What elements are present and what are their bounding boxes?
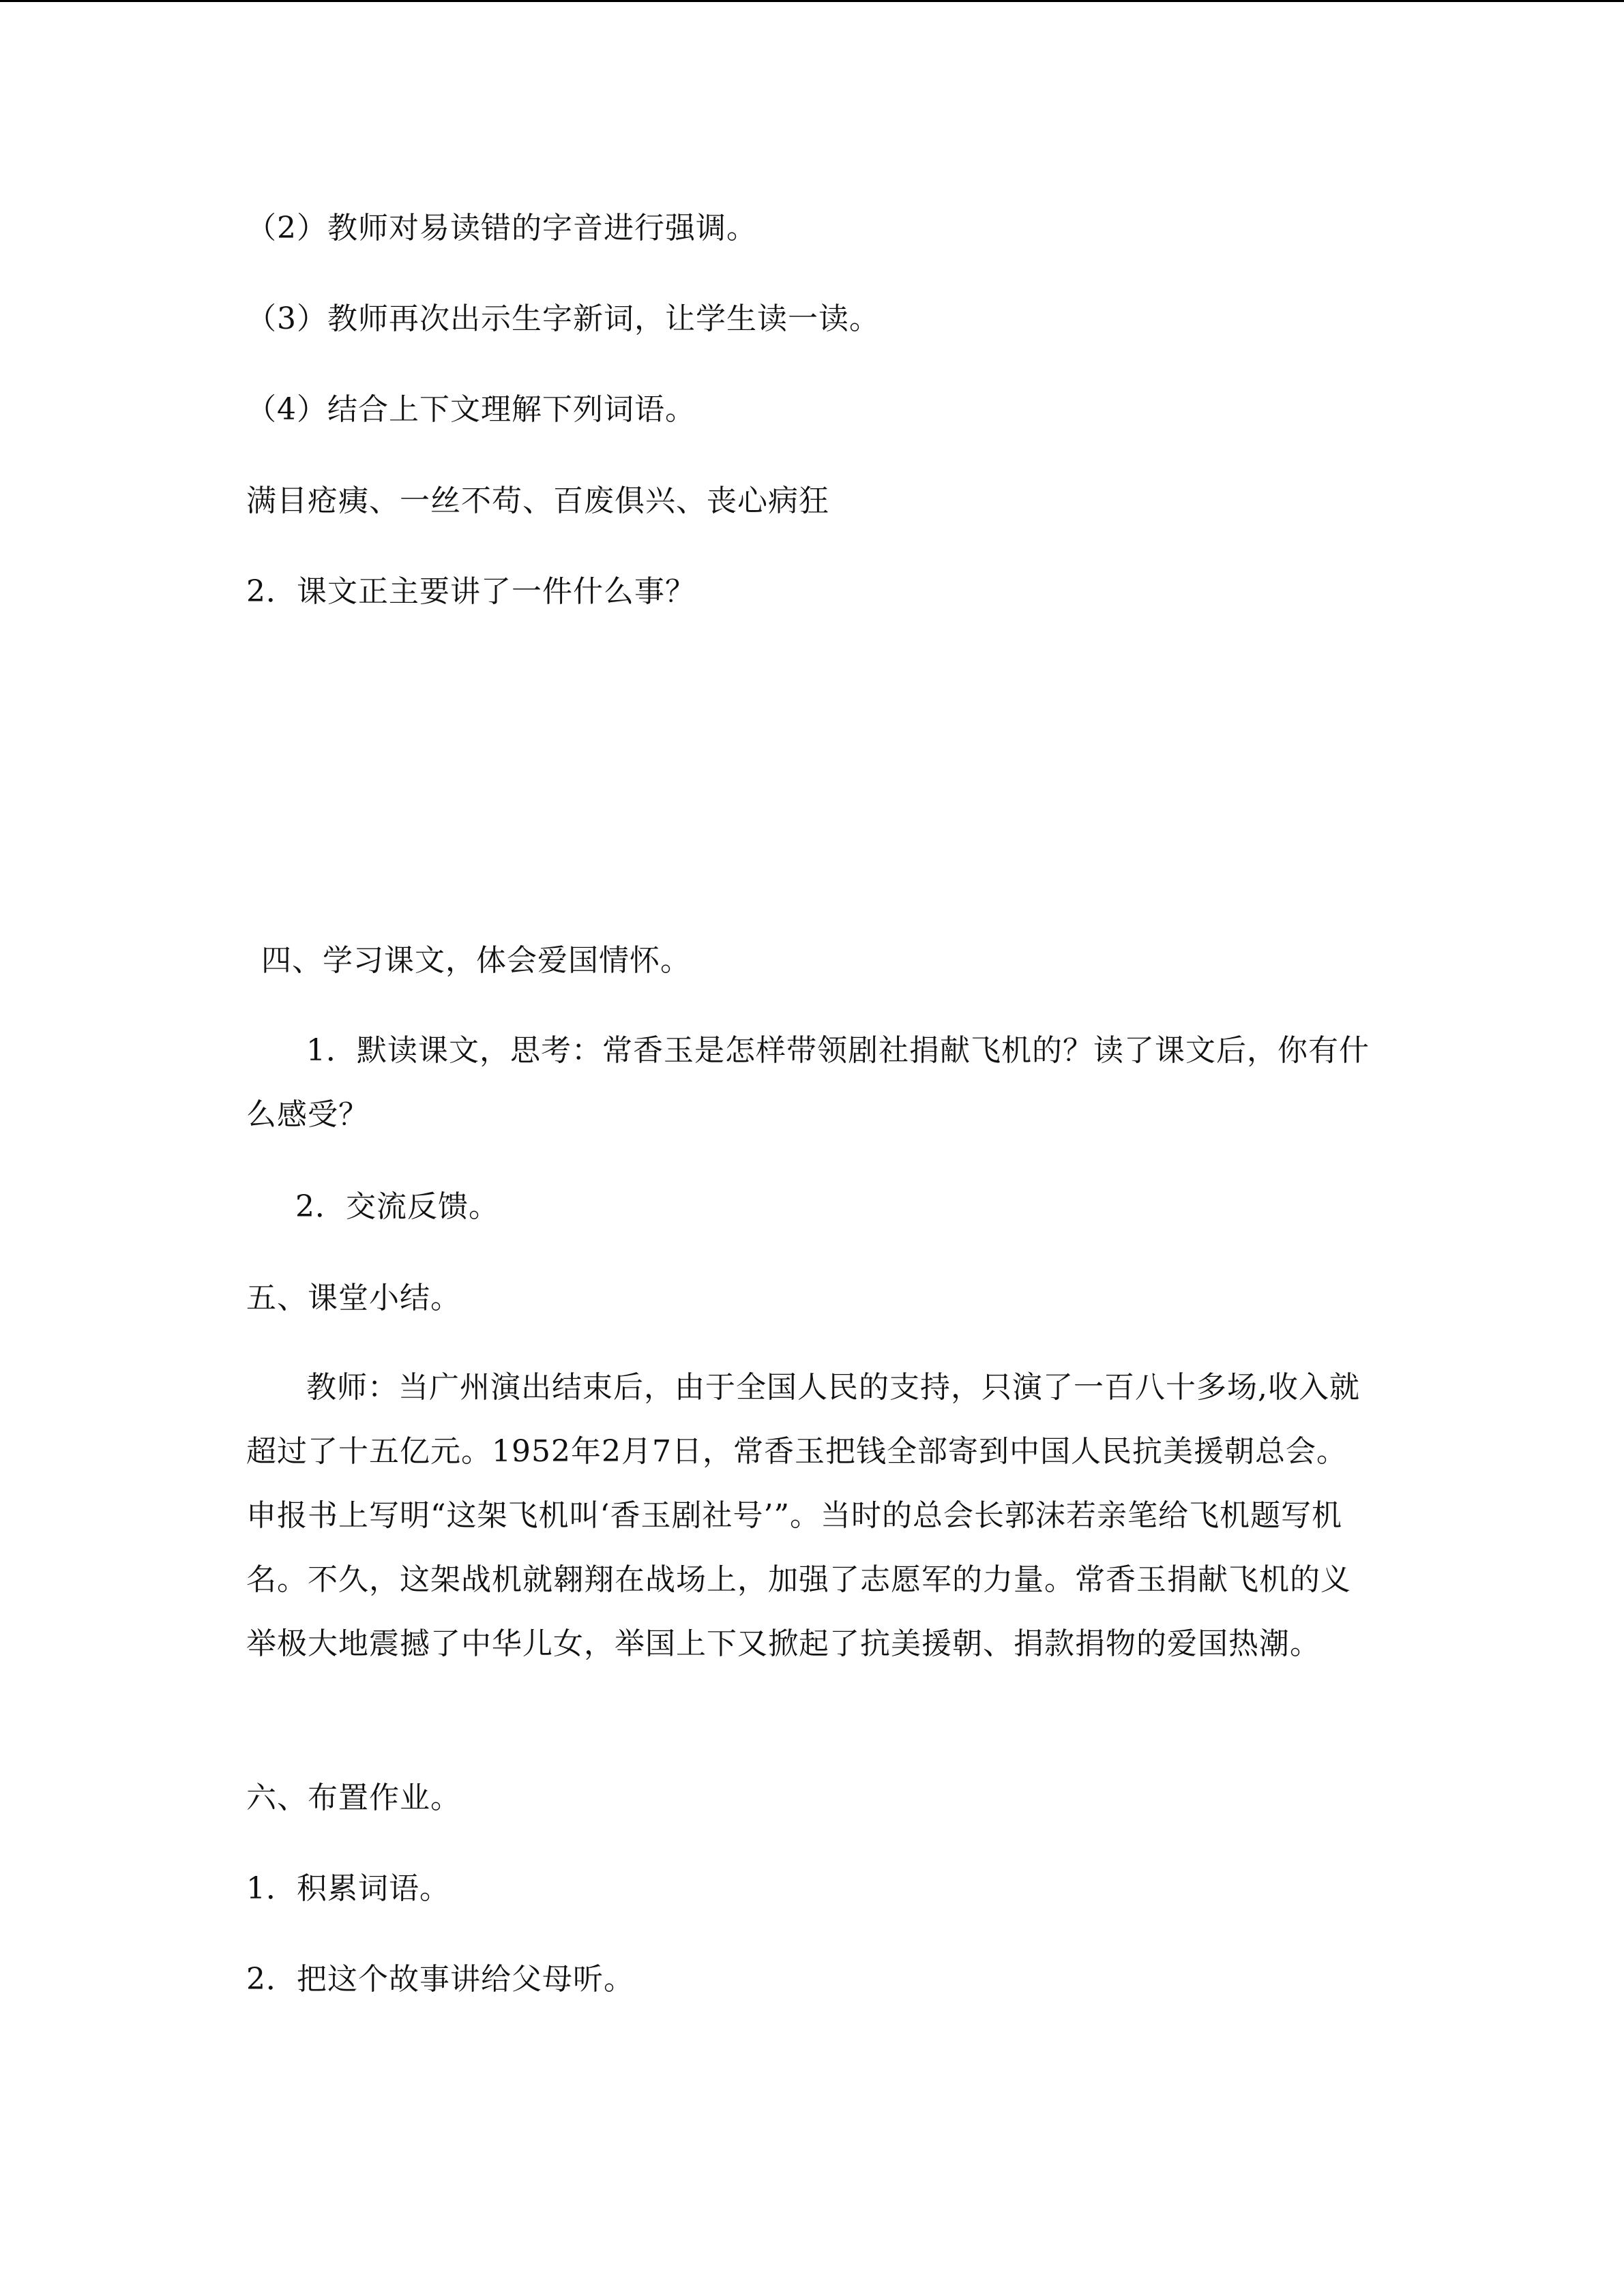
top-border-line bbox=[0, 0, 1624, 2]
homework-item-2: 2．把这个故事讲给父母听。 bbox=[246, 1962, 634, 1997]
section-5-heading: 五、课堂小结。 bbox=[246, 1281, 461, 1315]
section-4-heading: 四、学习课文，体会爱国情怀。 bbox=[261, 943, 691, 978]
question-main-idea: 2．课文正主要讲了一件什么事？ bbox=[246, 574, 696, 609]
item-show-new-words: （3）教师再次出示生字新词，让学生读一读。 bbox=[246, 301, 880, 336]
homework-item-1: 1．积累词语。 bbox=[246, 1871, 450, 1906]
section-4-question-2: 2．交流反馈。 bbox=[295, 1189, 499, 1224]
section-6-heading: 六、布置作业。 bbox=[246, 1780, 461, 1815]
item-pronunciation-emphasis: （2）教师对易读错的字音进行强调。 bbox=[246, 211, 757, 245]
vocabulary-list: 满目疮痍、一丝不苟、百废俱兴、丧心病狂 bbox=[246, 483, 829, 518]
item-understand-words: （4）结合上下文理解下列词语。 bbox=[246, 392, 696, 427]
section-4-question-1: 1．默读课文，思考：常香玉是怎样带领剧社捐献飞机的？读了课文后，你有什么感受？ bbox=[246, 1033, 1370, 1132]
section-5-summary: 教师：当广州演出结束后，由于全国人民的支持，只演了一百八十多场,收入就超过了十五亿元。1952年2月7日，常香玉把钱全部寄到中国人民抗美援朝总会。申报书上写明“这架飞机叫‘香玉剧社号’”。当时的总会长郭沫若亲笔给飞机题写机名。不久，这架战机就翱翔在战场上，加强了志愿军的力量。常香玉捐献飞机的义举极大地震撼了中华儿女，举国上下又掀起了抗美援朝、捐款捐物的爱国热潮。 bbox=[246, 1370, 1360, 1661]
